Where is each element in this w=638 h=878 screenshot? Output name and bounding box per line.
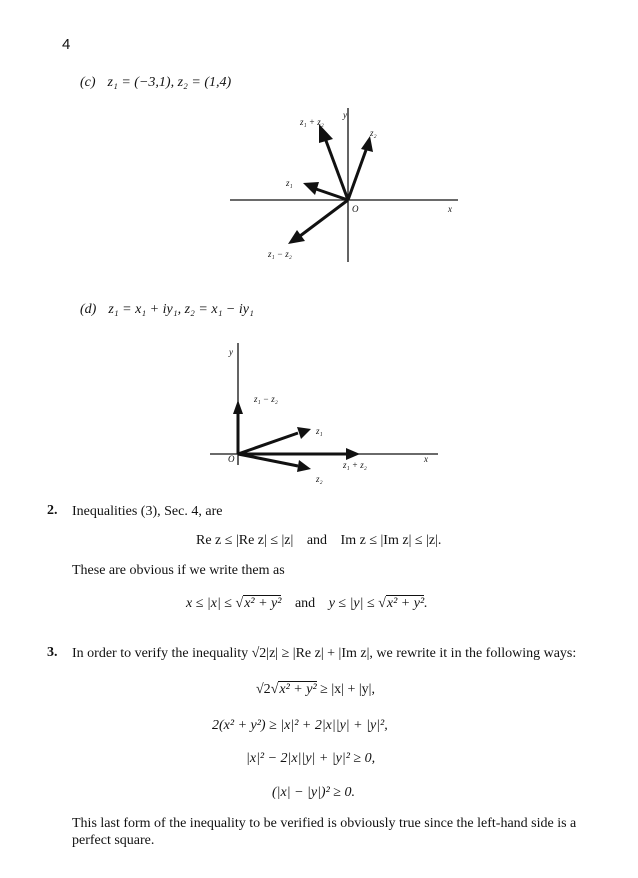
d-label-x: x xyxy=(424,454,428,464)
item-2-equation-1 xyxy=(196,533,441,549)
d-label-z1: z₁ xyxy=(316,426,323,436)
eq1-left: Re z ≤ |Re z| ≤ |z| xyxy=(196,533,294,548)
part-c-label: (c) xyxy=(80,75,96,90)
c-label-z1: z₁ xyxy=(286,178,293,188)
eq1-and: and xyxy=(306,533,328,548)
item-3-conclusion: This last form of the inequality to be verified is obviously true since the left-hand side is a perfect square. xyxy=(72,816,577,848)
eq2-right-pre: y ≤ |y| ≤ xyxy=(328,596,375,611)
part-d-equation: z₁ = x₁ + iy₁, z₂ = x₁ − iy₁ xyxy=(108,302,254,317)
eq2-left-pre: x ≤ |x| ≤ xyxy=(186,596,232,611)
eq2-right-radicand: x² + y² xyxy=(386,596,425,611)
eq2-right-post: . xyxy=(424,596,428,611)
eq2-and: and xyxy=(294,596,316,611)
eq2-left-radicand: x² + y² xyxy=(244,596,282,611)
item-3-line-2: 2(x² + y²) ≥ |x|² + 2|x||y| + |y|², xyxy=(212,718,388,733)
c-label-sum: z₁ + z₂ xyxy=(300,117,324,127)
c-label-diff: z₁ − z₂ xyxy=(268,249,292,259)
page-number: 4 xyxy=(62,36,71,53)
d-label-y: y xyxy=(229,347,233,357)
d-arrow-z2 xyxy=(238,454,298,466)
l1-post: ≥ |x| + |y|, xyxy=(316,682,375,697)
c-arrow-diff xyxy=(300,200,348,236)
item-3-line-1: √2√x² + y² ≥ |x| + |y|, xyxy=(256,682,375,697)
diagram-d xyxy=(210,343,438,484)
d-label-origin: O xyxy=(228,454,235,464)
d-label-diff: z₁ − z₂ xyxy=(254,394,278,404)
c-arrow-z2 xyxy=(348,150,366,200)
item-3-number: 3. xyxy=(47,645,58,660)
part-d-label: (d) xyxy=(80,302,97,317)
item-3-line-4: (|x| − |y|)² ≥ 0. xyxy=(272,785,355,800)
l1-radicand: x² + y² xyxy=(279,682,317,697)
c-arrow-sum xyxy=(325,138,348,200)
item-2-number: 2. xyxy=(47,503,58,518)
c-label-y: y xyxy=(343,110,347,120)
item-3-intro: In order to verify the inequality √2|z| ≥ |Re z| + |Im z|, we rewrite it in the following ways: xyxy=(72,646,577,661)
eq1-right: Im z ≤ |Im z| ≤ |z|. xyxy=(340,533,442,548)
item-3-line-3: |x|² − 2|x||y| + |y|² ≥ 0, xyxy=(246,751,376,766)
d-arrow-z1 xyxy=(238,433,298,454)
c-label-x: x xyxy=(448,204,452,214)
c-label-origin: O xyxy=(352,204,359,214)
item-2-intro: Inequalities (3), Sec. 4, are xyxy=(72,504,223,519)
item-2-middle: These are obvious if we write them as xyxy=(72,563,285,578)
item-2-equation-2: x ≤ |x| ≤ √x² + y² and y ≤ |y| ≤ √x² + y². xyxy=(186,596,428,611)
d-label-sum: z₁ + z₂ xyxy=(343,460,367,470)
part-d-heading xyxy=(80,302,254,318)
part-c-equation: z₁ = (−3,1), z₂ = (1,4) xyxy=(107,75,232,90)
d-label-z2: z₂ xyxy=(316,474,323,484)
l1-pre: √2 xyxy=(256,682,271,697)
c-label-z2: z₂ xyxy=(370,128,377,138)
